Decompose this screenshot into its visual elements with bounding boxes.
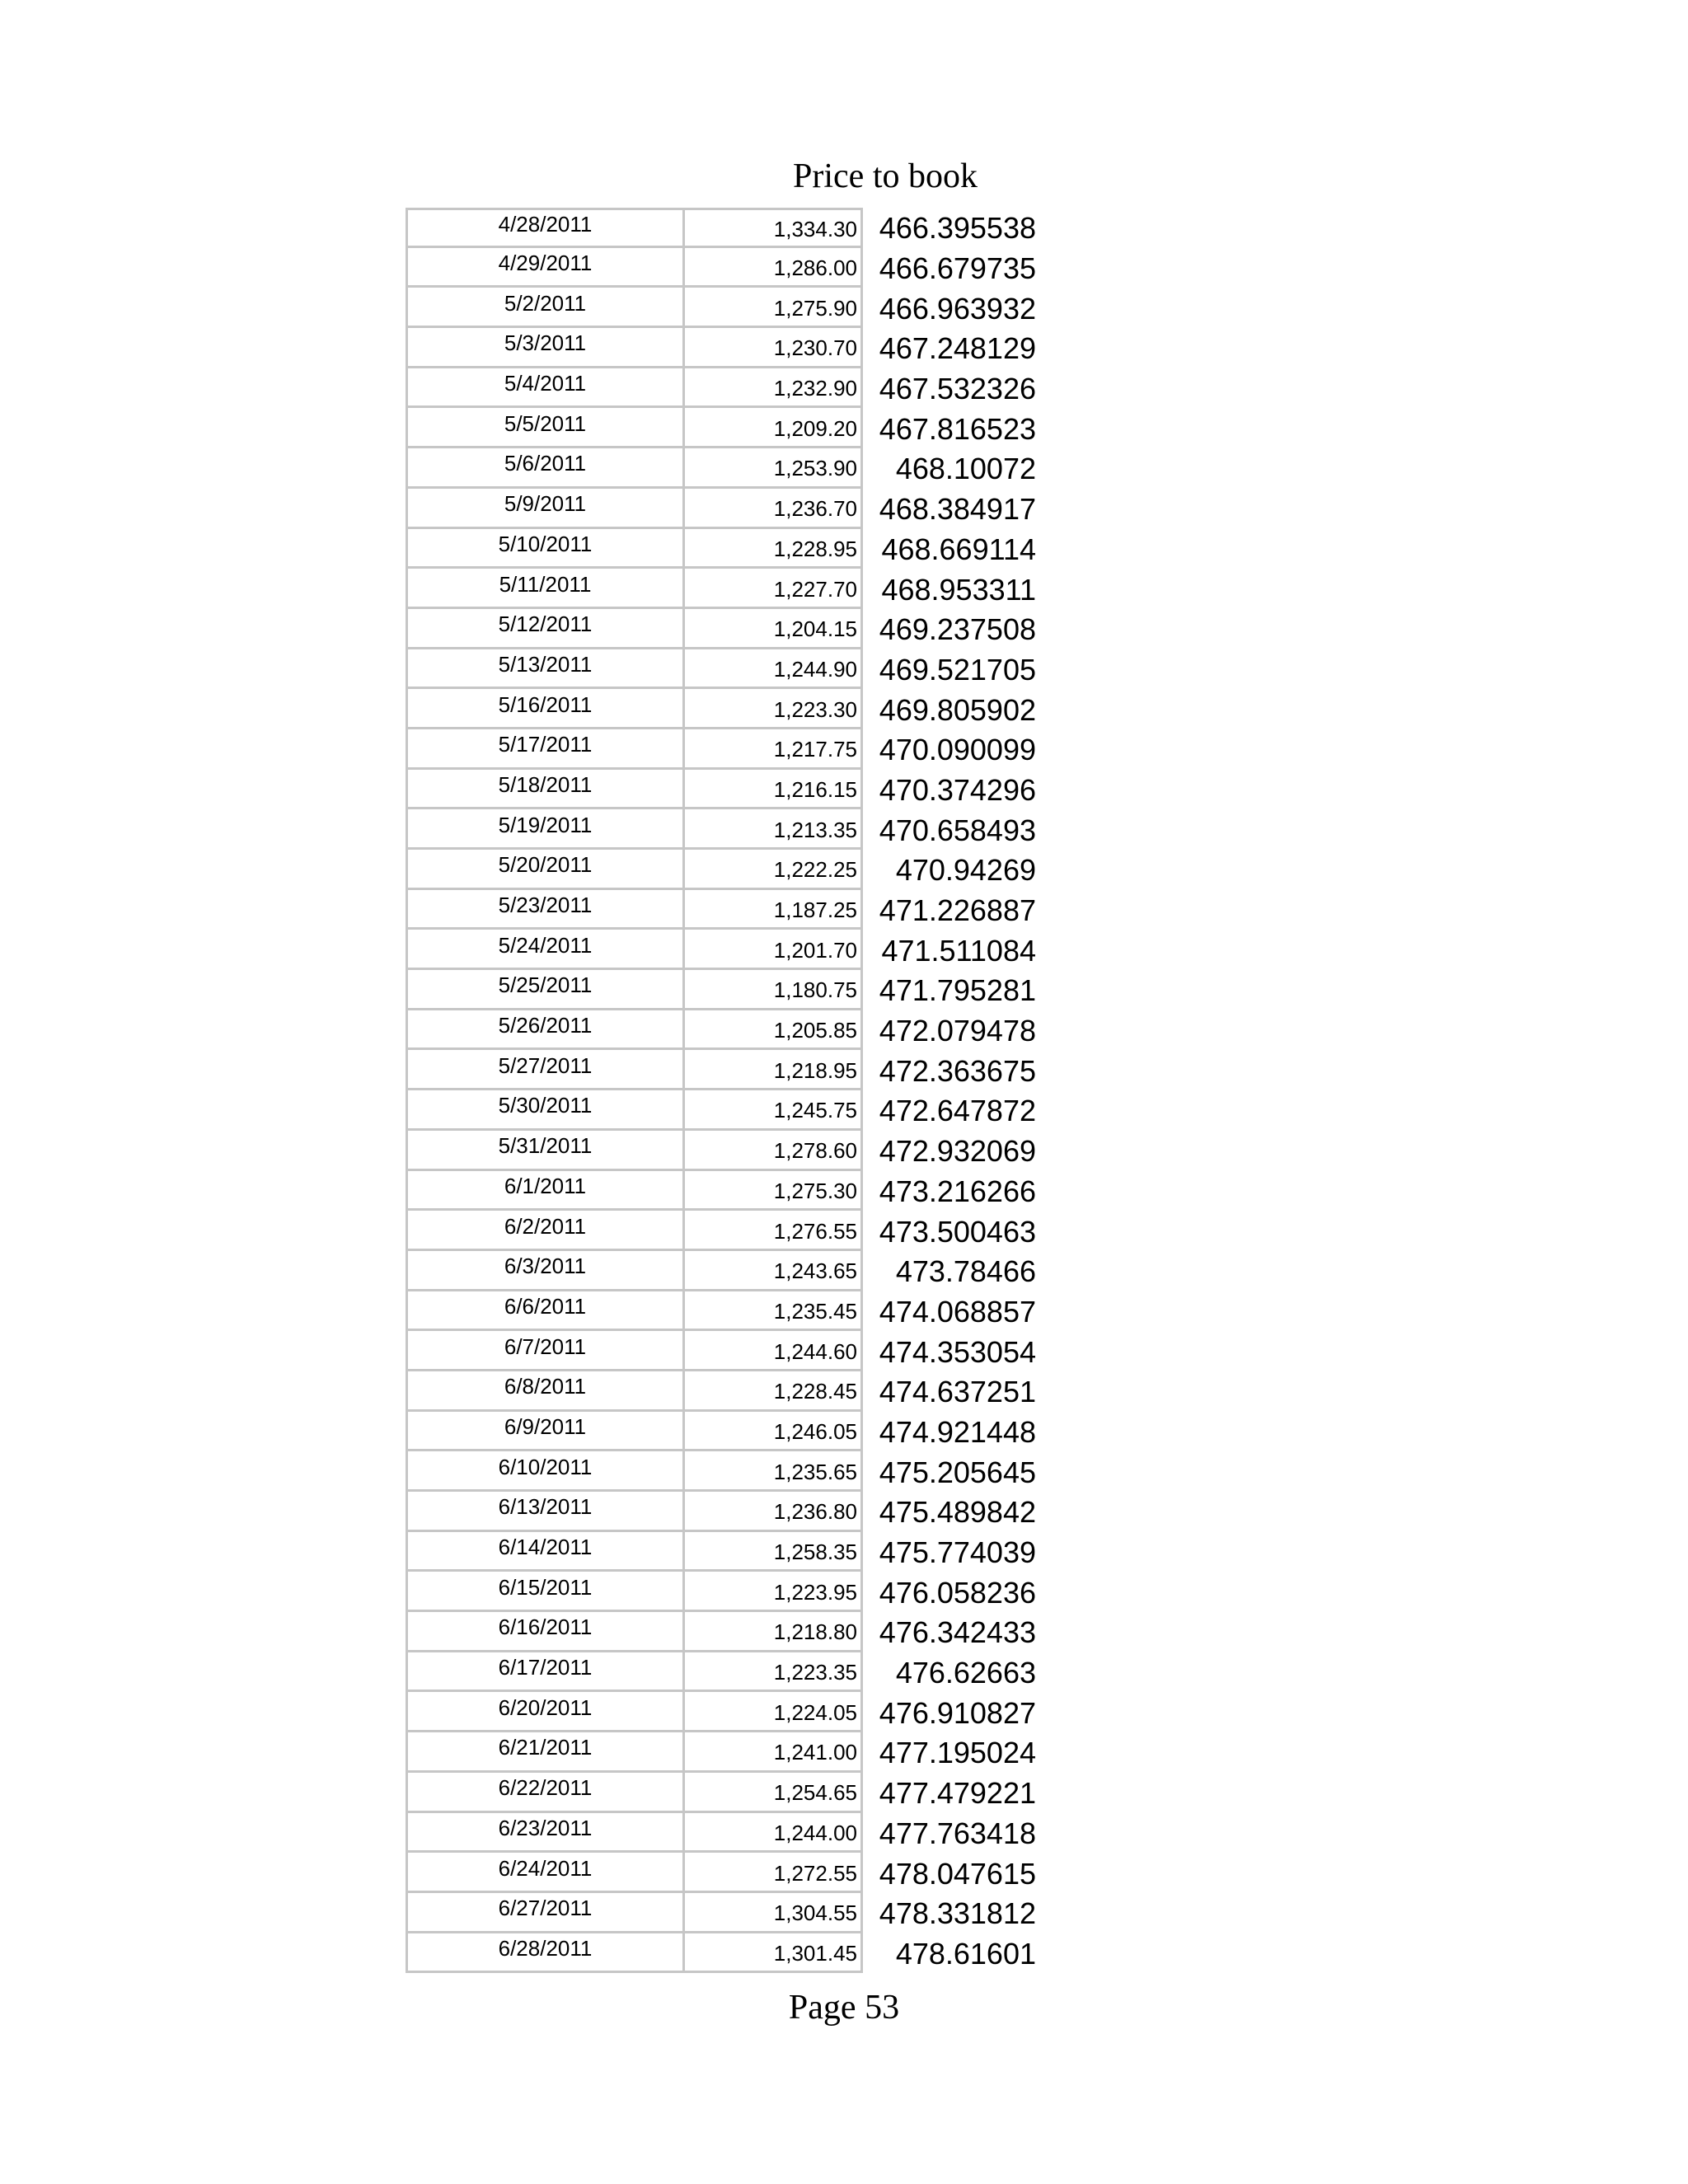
page-number: Page 53: [788, 1989, 900, 2027]
price-cell: 1,216.15: [685, 770, 863, 810]
table-row: [406, 529, 1036, 569]
date-cell: 6/21/2011: [406, 1732, 685, 1773]
ratio-value: 472.363675: [879, 1053, 1036, 1088]
ratio-value: 470.94269: [895, 853, 1036, 888]
table-row: [406, 850, 1036, 890]
ratio-value: 476.62663: [895, 1656, 1036, 1690]
ratio-value: 478.331812: [879, 1896, 1036, 1931]
table-row: [406, 1412, 1036, 1452]
table-row: [406, 1893, 1036, 1933]
price-cell: 1,276.55: [685, 1211, 863, 1251]
price-cell: 1,244.60: [685, 1331, 863, 1371]
ratio-value: 471.226887: [879, 893, 1036, 928]
table-row: [406, 448, 1036, 489]
table-row: [406, 208, 1036, 248]
price-cell: 1,304.55: [685, 1893, 863, 1933]
table-row: [406, 970, 1036, 1010]
ratio-value: 468.953311: [881, 572, 1036, 607]
date-cell: 5/18/2011: [406, 770, 685, 810]
price-cell: 1,334.30: [685, 208, 863, 248]
price-cell: 1,187.25: [685, 890, 863, 930]
table-row: [406, 248, 1036, 288]
date-cell: 6/3/2011: [406, 1251, 685, 1291]
table-row: [406, 609, 1036, 649]
date-cell: 6/13/2011: [406, 1492, 685, 1532]
table-row: [406, 770, 1036, 810]
page-title: Price to book: [793, 157, 978, 195]
table-row: [406, 1451, 1036, 1492]
table-row: [406, 1612, 1036, 1652]
price-cell: 1,223.95: [685, 1572, 863, 1612]
ratio-value: 475.205645: [879, 1455, 1036, 1489]
price-cell: 1,241.00: [685, 1732, 863, 1773]
price-cell: 1,235.65: [685, 1451, 863, 1492]
price-cell: 1,243.65: [685, 1251, 863, 1291]
date-cell: 5/26/2011: [406, 1010, 685, 1051]
date-cell: 6/15/2011: [406, 1572, 685, 1612]
ratio-value: 473.216266: [879, 1174, 1036, 1208]
price-cell: 1,228.95: [685, 529, 863, 569]
ratio-value: 470.658493: [879, 813, 1036, 847]
date-cell: 5/20/2011: [406, 850, 685, 890]
table-row: [406, 1572, 1036, 1612]
date-cell: 5/5/2011: [406, 408, 685, 448]
date-cell: 6/7/2011: [406, 1331, 685, 1371]
price-cell: 1,275.90: [685, 288, 863, 328]
price-cell: 1,227.70: [685, 569, 863, 609]
ratio-value: 466.679735: [879, 251, 1036, 286]
ratio-value: 468.10072: [895, 452, 1036, 486]
date-cell: 6/10/2011: [406, 1451, 685, 1492]
date-cell: 6/24/2011: [406, 1853, 685, 1893]
price-cell: 1,228.45: [685, 1371, 863, 1412]
table-row: [406, 890, 1036, 930]
ratio-value: 472.932069: [879, 1134, 1036, 1169]
price-cell: 1,253.90: [685, 448, 863, 489]
ratio-value: 476.342433: [879, 1615, 1036, 1650]
table-row: [406, 729, 1036, 770]
date-cell: 5/10/2011: [406, 529, 685, 569]
date-cell: 5/27/2011: [406, 1050, 685, 1090]
table-row: [406, 1090, 1036, 1131]
date-cell: 5/3/2011: [406, 328, 685, 368]
date-cell: 6/16/2011: [406, 1612, 685, 1652]
date-cell: 5/2/2011: [406, 288, 685, 328]
price-cell: 1,245.75: [685, 1090, 863, 1131]
date-cell: 5/19/2011: [406, 809, 685, 850]
ratio-value: 476.058236: [879, 1575, 1036, 1610]
table-row: [406, 1050, 1036, 1090]
table-row: [406, 649, 1036, 690]
ratio-value: 474.353054: [879, 1334, 1036, 1369]
table-row: [406, 809, 1036, 850]
table-row: [406, 689, 1036, 729]
price-cell: 1,217.75: [685, 729, 863, 770]
ratio-value: 478.047615: [879, 1856, 1036, 1891]
price-cell: 1,218.95: [685, 1050, 863, 1090]
table-row: [406, 1171, 1036, 1212]
date-cell: 5/30/2011: [406, 1090, 685, 1131]
table-row: [406, 1532, 1036, 1572]
ratio-value: 469.805902: [879, 692, 1036, 727]
table-row: [406, 1732, 1036, 1773]
table-row: [406, 1933, 1036, 1974]
date-cell: 5/17/2011: [406, 729, 685, 770]
table-row: [406, 288, 1036, 328]
date-cell: 5/13/2011: [406, 649, 685, 690]
table-row: [406, 1211, 1036, 1251]
price-cell: 1,213.35: [685, 809, 863, 850]
table-row: [406, 1492, 1036, 1532]
price-cell: 1,236.70: [685, 489, 863, 529]
date-cell: 5/25/2011: [406, 970, 685, 1010]
ratio-value: 471.511084: [881, 933, 1036, 968]
ratio-value: 470.090099: [879, 733, 1036, 767]
table-row: [406, 489, 1036, 529]
table-row: [406, 408, 1036, 448]
date-cell: 6/17/2011: [406, 1652, 685, 1693]
price-cell: 1,301.45: [685, 1933, 863, 1974]
price-cell: 1,272.55: [685, 1853, 863, 1893]
price-cell: 1,246.05: [685, 1412, 863, 1452]
ratio-value: 477.479221: [879, 1776, 1036, 1811]
date-cell: 6/22/2011: [406, 1773, 685, 1813]
date-cell: 4/29/2011: [406, 248, 685, 288]
date-cell: 5/12/2011: [406, 609, 685, 649]
price-cell: 1,286.00: [685, 248, 863, 288]
table-row: [406, 1131, 1036, 1171]
table-row: [406, 1331, 1036, 1371]
price-cell: 1,232.90: [685, 368, 863, 409]
date-cell: 6/2/2011: [406, 1211, 685, 1251]
table-row: [406, 1251, 1036, 1291]
table-row: [406, 1652, 1036, 1693]
date-cell: 5/31/2011: [406, 1131, 685, 1171]
date-cell: 5/16/2011: [406, 689, 685, 729]
price-cell: 1,275.30: [685, 1171, 863, 1212]
ratio-value: 472.647872: [879, 1094, 1036, 1128]
ratio-value: 468.384917: [879, 492, 1036, 527]
table-row: [406, 1853, 1036, 1893]
ratio-value: 477.195024: [879, 1736, 1036, 1770]
price-cell: 1,218.80: [685, 1612, 863, 1652]
table-row: [406, 368, 1036, 409]
ratio-value: 473.78466: [895, 1254, 1036, 1289]
table-row: [406, 1010, 1036, 1051]
price-cell: 1,222.25: [685, 850, 863, 890]
ratio-value: 475.774039: [879, 1535, 1036, 1570]
date-cell: 4/28/2011: [406, 208, 685, 248]
table-row: [406, 1773, 1036, 1813]
ratio-value: 474.921448: [879, 1414, 1036, 1449]
price-cell: 1,230.70: [685, 328, 863, 368]
ratio-value: 467.816523: [879, 411, 1036, 446]
ratio-value: 476.910827: [879, 1695, 1036, 1730]
ratio-value: 467.532326: [879, 372, 1036, 406]
ratio-value: 475.489842: [879, 1495, 1036, 1530]
price-cell: 1,254.65: [685, 1773, 863, 1813]
date-cell: 6/9/2011: [406, 1412, 685, 1452]
ratio-value: 470.374296: [879, 772, 1036, 807]
ratio-value: 467.248129: [879, 331, 1036, 366]
table-row: [406, 930, 1036, 970]
ratio-value: 478.61601: [895, 1936, 1036, 1971]
price-cell: 1,235.45: [685, 1291, 863, 1332]
table-row: [406, 1291, 1036, 1332]
price-cell: 1,204.15: [685, 609, 863, 649]
date-cell: 5/23/2011: [406, 890, 685, 930]
price-cell: 1,223.35: [685, 1652, 863, 1693]
date-cell: 6/27/2011: [406, 1893, 685, 1933]
price-cell: 1,244.90: [685, 649, 863, 690]
ratio-value: 473.500463: [879, 1214, 1036, 1249]
ratio-value: 466.963932: [879, 291, 1036, 326]
price-cell: 1,209.20: [685, 408, 863, 448]
table-row: [406, 1813, 1036, 1854]
price-cell: 1,223.30: [685, 689, 863, 729]
table-row: [406, 1371, 1036, 1412]
table-row: [406, 328, 1036, 368]
price-cell: 1,278.60: [685, 1131, 863, 1171]
table-row: [406, 569, 1036, 609]
price-cell: 1,244.00: [685, 1813, 863, 1854]
date-cell: 6/8/2011: [406, 1371, 685, 1412]
ratio-value: 474.068857: [879, 1294, 1036, 1329]
price-table: [406, 208, 1036, 1973]
ratio-value: 469.521705: [879, 652, 1036, 687]
date-cell: 6/1/2011: [406, 1171, 685, 1212]
price-cell: 1,224.05: [685, 1692, 863, 1732]
date-cell: 6/14/2011: [406, 1532, 685, 1572]
date-cell: 5/24/2011: [406, 930, 685, 970]
date-cell: 5/4/2011: [406, 368, 685, 409]
ratio-value: 477.763418: [879, 1816, 1036, 1850]
price-cell: 1,205.85: [685, 1010, 863, 1051]
date-cell: 5/6/2011: [406, 448, 685, 489]
ratio-value: 468.669114: [881, 532, 1036, 566]
date-cell: 6/23/2011: [406, 1813, 685, 1854]
date-cell: 5/9/2011: [406, 489, 685, 529]
price-cell: 1,258.35: [685, 1532, 863, 1572]
ratio-value: 474.637251: [879, 1375, 1036, 1409]
date-cell: 5/11/2011: [406, 569, 685, 609]
price-cell: 1,201.70: [685, 930, 863, 970]
date-cell: 6/6/2011: [406, 1291, 685, 1332]
ratio-value: 472.079478: [879, 1014, 1036, 1048]
price-cell: 1,180.75: [685, 970, 863, 1010]
ratio-value: 469.237508: [879, 612, 1036, 647]
ratio-value: 471.795281: [879, 973, 1036, 1008]
date-cell: 6/28/2011: [406, 1933, 685, 1974]
ratio-value: 466.395538: [879, 211, 1036, 246]
date-cell: 6/20/2011: [406, 1692, 685, 1732]
table-row: [406, 1692, 1036, 1732]
price-cell: 1,236.80: [685, 1492, 863, 1532]
